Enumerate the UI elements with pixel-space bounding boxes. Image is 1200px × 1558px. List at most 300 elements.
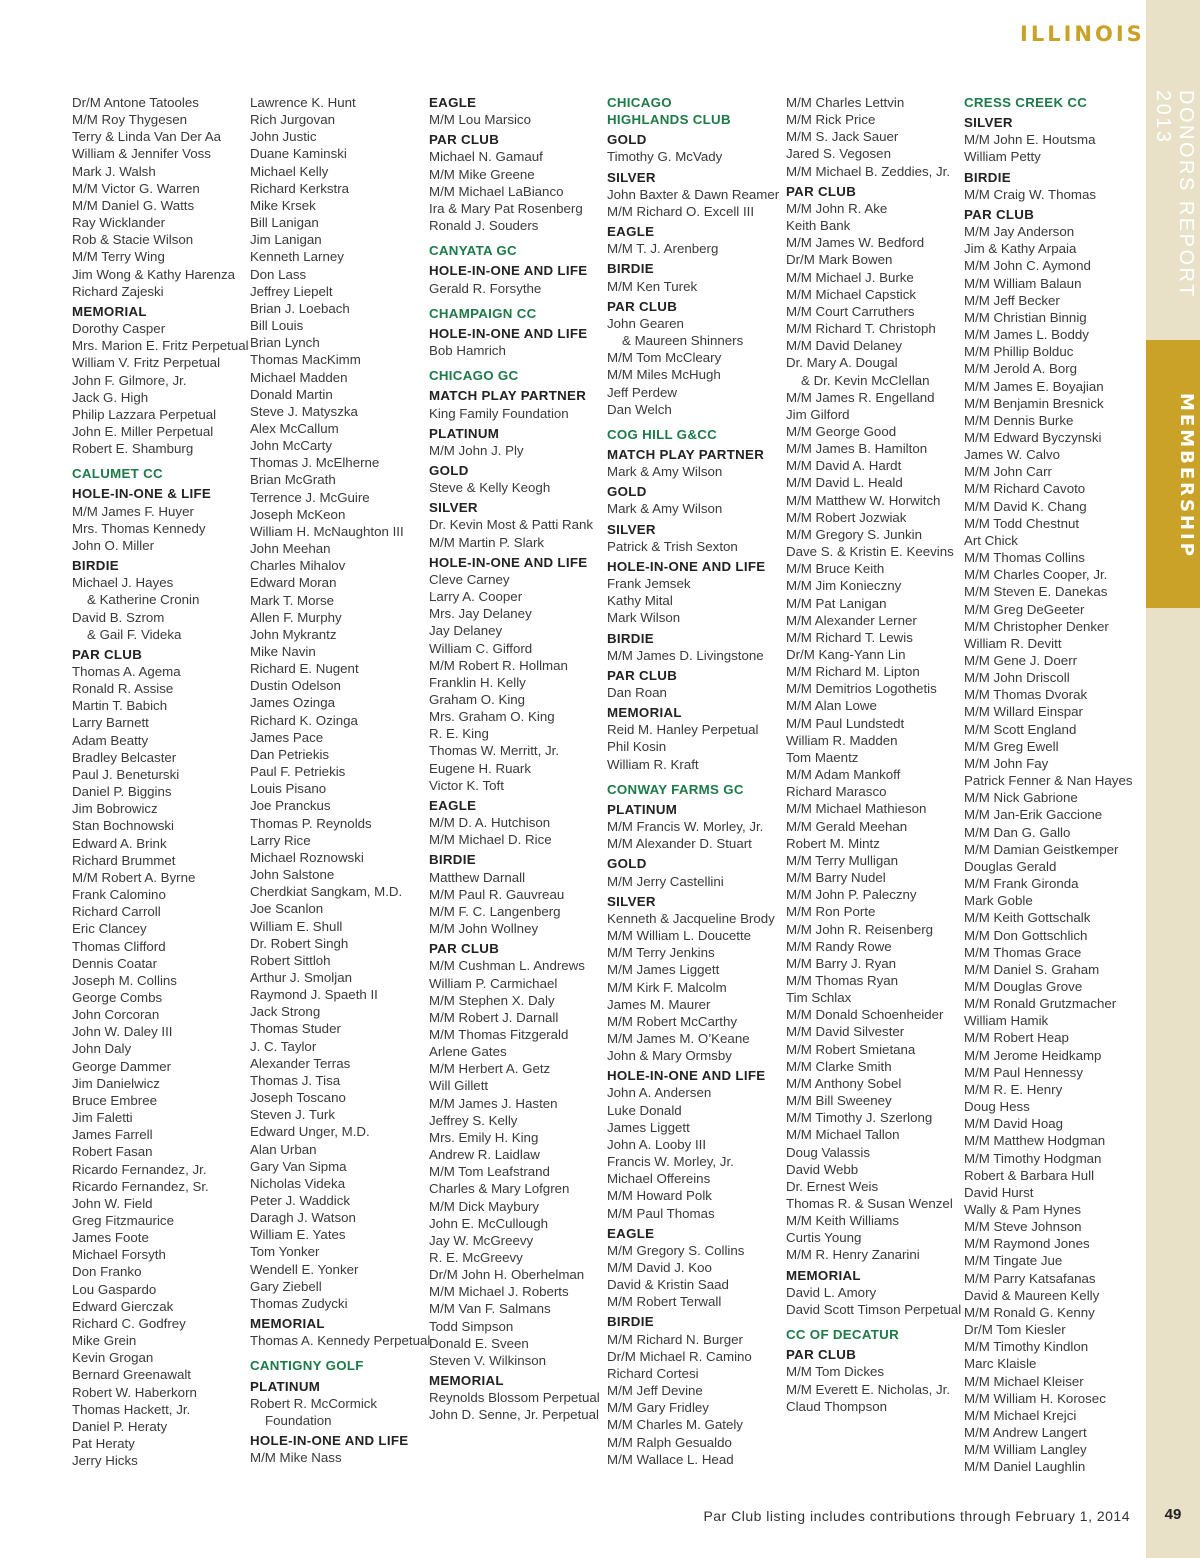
donor-name: M/M Francis W. Morley, Jr. <box>607 819 764 835</box>
donor-name: M/M Paul R. Gauvreau <box>429 886 565 902</box>
donor-name: M/M Daniel G. Watts <box>72 197 195 213</box>
level-heading: PLATINUM <box>607 801 678 817</box>
donor-name: John McCarty <box>250 438 333 454</box>
level-heading: BIRDIE <box>607 261 654 277</box>
donor-name: M/M Thomas Dvorak <box>964 687 1088 703</box>
donor-name: Edward A. Brink <box>72 835 167 851</box>
donor-name: Kevin Grogan <box>72 1350 154 1366</box>
donor-name-continued: & Gail F. Videka <box>87 626 182 642</box>
level-heading: BIRDIE <box>429 852 476 868</box>
donor-name: Mrs. Graham O. King <box>429 709 555 725</box>
donor-name: Graham O. King <box>429 692 526 707</box>
donor-name: M/M Douglas Grove <box>964 978 1083 994</box>
donor-name: Mrs. Emily H. King <box>429 1129 539 1145</box>
level-heading: SILVER <box>429 500 478 516</box>
donor-name: M/M Robert A. Byrne <box>72 869 196 885</box>
donor-name: Jack Strong <box>250 1004 321 1020</box>
level-heading: MEMORIAL <box>786 1267 861 1283</box>
donor-name: M/M John Fay <box>964 755 1049 771</box>
section-tab-label: MEMBERSHIP <box>1176 393 1197 559</box>
donor-name: William E. Yates <box>250 1227 346 1243</box>
donor-name: M/M Todd Chestnut <box>964 515 1080 531</box>
donor-name: M/M Donald Schoenheider <box>786 1007 944 1023</box>
donor-name: Charles Mihalov <box>250 558 346 574</box>
donor-name: M/M Scott England <box>964 721 1077 737</box>
donor-name: Andrew R. Laidlaw <box>429 1147 540 1163</box>
level-heading: SILVER <box>607 521 656 537</box>
donor-name: Frank Jemsek <box>607 576 691 592</box>
donor-name: Raymond J. Spaeth II <box>250 987 378 1003</box>
donor-name: Dr/M Michael R. Camino <box>607 1348 752 1364</box>
donor-name: Thomas Zudycki <box>250 1295 348 1311</box>
donor-name: Duane Kaminski <box>250 146 347 162</box>
donor-name: Alex McCallum <box>250 420 339 436</box>
donor-name: Dorothy Casper <box>72 321 166 337</box>
level-heading: BIRDIE <box>607 1314 654 1330</box>
donor-name: M/M Tom Dickes <box>786 1364 885 1380</box>
donor-name: M/M T. J. Arenberg <box>607 241 719 257</box>
donor-name: M/M Parry Katsafanas <box>964 1270 1096 1286</box>
donor-name: David & Kristin Saad <box>607 1277 729 1293</box>
donor-name: Joe Pranckus <box>250 798 331 814</box>
donor-name: M/M Jeff Devine <box>607 1383 703 1399</box>
donor-name: Mike Navin <box>250 644 316 659</box>
donor-name: M/M Robert R. Hollman <box>429 657 568 673</box>
donor-name: James M. Maurer <box>607 996 711 1012</box>
donor-name: M/M Thomas Fitzgerald <box>429 1026 569 1042</box>
donor-name: Arthur J. Smoljan <box>250 969 352 985</box>
donor-name: M/M Christopher Denker <box>964 618 1109 634</box>
donor-name: John Daly <box>72 1041 132 1057</box>
donor-name: James Foote <box>72 1230 149 1246</box>
donor-name: M/M Ken Turek <box>607 278 698 294</box>
donor-name: Francis W. Morley, Jr. <box>607 1154 734 1170</box>
donor-column-3 <box>429 94 607 1424</box>
donor-name: M/M Andrew Langert <box>964 1425 1087 1441</box>
donor-name: M/M Stephen X. Daly <box>429 992 555 1008</box>
donor-name: M/M Phillip Bolduc <box>964 344 1074 360</box>
donor-name: Victor K. Toft <box>429 777 504 793</box>
donor-name: Alexander Terras <box>250 1055 351 1071</box>
donor-name: Larry Rice <box>250 832 311 848</box>
donor-name: Michael Offereins <box>607 1171 711 1187</box>
donor-name: M/M Richard T. Christoph <box>786 321 936 337</box>
donor-name: M/M S. Jack Sauer <box>786 129 899 145</box>
donor-name: J. C. Taylor <box>250 1038 317 1054</box>
donor-name: M/M Gregory S. Junkin <box>786 526 922 542</box>
donor-name: Louis Pisano <box>250 781 327 797</box>
donor-name: Steven V. Wilkinson <box>429 1352 547 1368</box>
donor-name: Dustin Odelson <box>250 678 341 694</box>
donor-name: Daniel P. Biggins <box>72 784 172 800</box>
level-heading: MATCH PLAY PARTNER <box>429 388 587 404</box>
club-heading: COG HILL G&CC <box>607 426 718 442</box>
donor-name: Robert Sittloh <box>250 952 331 968</box>
donor-name: Dr/M Kang-Yann Lin <box>786 647 906 662</box>
donor-name: James Liggett <box>607 1119 690 1135</box>
donor-name: M/M Jerold A. Borg <box>964 361 1078 377</box>
donor-name: M/M Terry Jenkins <box>607 945 715 961</box>
donor-name: William P. Carmichael <box>429 975 558 991</box>
donor-name: M/M William Langley <box>964 1442 1087 1458</box>
donor-name: M/M David Delaney <box>786 338 903 354</box>
donor-name: M/M Everett E. Nicholas, Jr. <box>786 1381 951 1397</box>
donor-name: M/M Howard Polk <box>607 1188 712 1204</box>
donor-name: M/M Damian Geistkemper <box>964 841 1119 857</box>
donor-name: Allen F. Murphy <box>250 609 342 625</box>
donor-name: M/M Willard Einspar <box>964 704 1083 720</box>
donor-name: Michael N. Gamauf <box>429 149 543 165</box>
donor-name: M/M Terry Wing <box>72 249 165 265</box>
donor-name: Rob & Stacie Wilson <box>72 232 194 248</box>
donor-name: Mark T. Morse <box>250 592 334 608</box>
donor-name: Michael J. Hayes <box>72 575 174 591</box>
level-heading: HOLE-IN-ONE & LIFE <box>72 486 212 502</box>
donor-name: Ricardo Fernandez, Jr. <box>72 1161 207 1177</box>
donor-name: M/M John R. Ake <box>786 200 888 216</box>
donor-name: M/M David J. Koo <box>607 1260 712 1275</box>
donor-name: William Petty <box>964 149 1041 165</box>
donor-name: Jim Bobrowicz <box>72 801 158 817</box>
donor-name: Dan Roan <box>607 685 667 700</box>
donor-name: Doug Valassis <box>786 1144 871 1160</box>
donor-name: M/M Matthew Hodgman <box>964 1133 1106 1149</box>
donor-name: M/M Michael LaBianco <box>429 183 564 199</box>
donor-name: Jerry Hicks <box>72 1453 138 1469</box>
donor-name: John Baxter & Dawn Reamer <box>607 186 780 202</box>
donor-name: Thomas A. Kennedy Perpetual <box>250 1333 431 1349</box>
donor-name: Bill Louis <box>250 318 304 334</box>
donor-name: Curtis Young <box>786 1230 862 1246</box>
donor-name: William C. Gifford <box>429 640 533 656</box>
donor-name: John Meehan <box>250 541 331 557</box>
donor-name-continued: Foundation <box>265 1412 332 1428</box>
donor-name: M/M Alexander D. Stuart <box>607 836 752 852</box>
donor-name: M/M Benjamin Bresnick <box>964 395 1104 411</box>
donor-name: M/M Robert J. Darnall <box>429 1009 559 1025</box>
donor-name: Phil Kosin <box>607 739 667 755</box>
donor-name: M/M Steven E. Danekas <box>964 584 1108 600</box>
donor-name: Thomas J. Tisa <box>250 1072 341 1088</box>
donor-name: John A. Looby III <box>607 1136 707 1152</box>
donor-name: Michael Forsyth <box>72 1247 166 1263</box>
donor-name: M/M Ronald G. Kenny <box>964 1304 1095 1320</box>
donor-name: Richard Kerkstra <box>250 180 350 196</box>
donor-name: M/M Michael Tallon <box>786 1127 900 1143</box>
donor-name: M/M John R. Reisenberg <box>786 921 934 937</box>
donor-name: M/M Raymond Jones <box>964 1236 1090 1252</box>
level-heading: GOLD <box>607 484 647 500</box>
donor-name: Richard Zajeski <box>72 283 164 299</box>
donor-name: M/M David Hoag <box>964 1116 1064 1132</box>
donor-name: James Farrell <box>72 1127 153 1143</box>
donor-name: David Webb <box>786 1161 859 1177</box>
donor-name: M/M Adam Mankoff <box>786 767 901 783</box>
donor-name: Arlene Gates <box>429 1044 507 1060</box>
donor-name: M/M Charles Lettvin <box>786 95 905 110</box>
donor-name: M/M John Carr <box>964 464 1052 480</box>
donor-name: M/M John E. Houtsma <box>964 132 1096 148</box>
level-heading: MATCH PLAY PARTNER <box>607 446 765 462</box>
donor-name: Brian Lynch <box>250 335 320 351</box>
donor-name: Mrs. Marion E. Fritz Perpetual <box>72 338 249 354</box>
level-heading: MEMORIAL <box>72 303 147 319</box>
donor-name: M/M Greg Ewell <box>964 738 1059 754</box>
donor-name: M/M Dan G. Gallo <box>964 824 1071 840</box>
club-heading: CANTIGNY GOLF <box>250 1358 364 1374</box>
donor-name: John E. McCullough <box>429 1215 548 1231</box>
donor-name: M/M Dick Maybury <box>429 1198 540 1214</box>
donor-name: Ricardo Fernandez, Sr. <box>72 1178 209 1194</box>
donor-name: Jim Wong & Kathy Harenza <box>72 266 236 282</box>
donor-name: M/M Bill Sweeney <box>786 1093 892 1109</box>
donor-name: John E. Miller Perpetual <box>72 423 214 439</box>
donor-name: M/M Charles Cooper, Jr. <box>964 567 1108 583</box>
donor-name: Ronald J. Souders <box>429 218 539 234</box>
donor-name: Gary Van Sipma <box>250 1158 347 1174</box>
level-heading: HOLE-IN-ONE AND LIFE <box>429 554 588 570</box>
donor-name: M/M Craig W. Thomas <box>964 186 1097 202</box>
donor-name: Rich Jurgovan <box>250 112 335 128</box>
donor-name: M/M James L. Boddy <box>964 327 1089 343</box>
donor-name: Edward Moran <box>250 575 337 591</box>
donor-name: M/M James W. Bedford <box>786 235 925 251</box>
donor-name: M/M Keith Gottschalk <box>964 910 1091 926</box>
donor-name: M/M Timothy Hodgman <box>964 1150 1102 1166</box>
donor-name: M/M Gary Fridley <box>607 1400 709 1416</box>
donor-name: M/M Michael D. Rice <box>429 832 552 848</box>
donor-name: John Salstone <box>250 867 335 883</box>
level-heading: PAR CLUB <box>964 206 1035 222</box>
level-heading: HOLE-IN-ONE AND LIFE <box>607 1068 766 1084</box>
donor-name: Wendell E. Yonker <box>250 1261 359 1277</box>
donor-name: Kenneth & Jacqueline Brody <box>607 910 775 926</box>
donor-name: M/M David Silvester <box>786 1024 905 1040</box>
donor-name: M/M John P. Paleczny <box>786 887 917 903</box>
donor-name: Jim Gilford <box>786 406 850 422</box>
donor-name: M/M David K. Chang <box>964 498 1087 514</box>
donor-name: M/M John Wollney <box>429 921 539 937</box>
club-heading: CRESS CREEK CC <box>964 95 1088 110</box>
club-heading: CALUMET CC <box>72 466 163 482</box>
donor-name: Dave S. & Kristin E. Keevins <box>786 544 954 560</box>
donor-name: Lou Gaspardo <box>72 1281 157 1297</box>
donor-name-continued: & Dr. Kevin McClellan <box>801 372 930 388</box>
level-heading: EAGLE <box>607 224 655 240</box>
donor-name: Thomas W. Merritt, Jr. <box>429 743 560 759</box>
donor-name: M/M Tom McCleary <box>607 350 722 366</box>
donor-name: M/M Timothy J. Szerlong <box>786 1110 933 1126</box>
donor-name: M/M David L. Heald <box>786 475 903 491</box>
donor-name: Paul J. Beneturski <box>72 766 180 782</box>
donor-name: M/M Rick Price <box>786 112 876 128</box>
donor-name: Adam Beatty <box>72 732 149 748</box>
donor-name: M/M Dennis Burke <box>964 412 1074 428</box>
donor-name: Richard K. Ozinga <box>250 712 358 728</box>
donor-name: James Pace <box>250 729 324 745</box>
level-heading: GOLD <box>429 462 469 478</box>
donor-name: Brian McGrath <box>250 472 336 488</box>
donor-name: Robert M. Mintz <box>786 835 880 851</box>
donor-name: John Gearen <box>607 315 684 331</box>
donor-name: Charles & Mary Lofgren <box>429 1181 570 1197</box>
donor-name: M/M Herbert A. Getz <box>429 1061 551 1077</box>
donor-name: M/M John J. Ply <box>429 442 524 458</box>
donor-name: Kenneth Larney <box>250 249 344 265</box>
donor-name: Michael Madden <box>250 369 348 385</box>
donor-name: Edward Gierczak <box>72 1298 174 1314</box>
donor-name: Thomas R. & Susan Wenzel <box>786 1196 953 1211</box>
donor-name: M/M Ronald Grutzmacher <box>964 996 1117 1012</box>
donor-name: Robert E. Shamburg <box>72 441 194 457</box>
donor-name: Thomas Clifford <box>72 938 166 954</box>
donor-name: M/M James Liggett <box>607 962 720 978</box>
donor-name: M/M Richard O. Excell III <box>607 203 755 219</box>
donor-name: M/M Alan Lowe <box>786 698 877 714</box>
level-heading: GOLD <box>607 132 647 148</box>
level-heading: PAR CLUB <box>786 1347 857 1363</box>
donor-name: M/M Richard Cavoto <box>964 481 1086 497</box>
donor-name: William R. Madden <box>786 732 898 748</box>
donor-name: David L. Amory <box>786 1284 877 1300</box>
donor-name: Jay Delaney <box>429 623 503 639</box>
donor-name: M/M Jay Anderson <box>964 224 1075 240</box>
donor-name: Jim Lanigan <box>250 232 322 248</box>
donor-name: M/M John Driscoll <box>964 670 1070 686</box>
donor-name: Don Franko <box>72 1264 142 1280</box>
donor-name: M/M Paul Hennessy <box>964 1064 1083 1080</box>
level-heading: BIRDIE <box>72 558 119 574</box>
donor-name: M/M F. C. Langenberg <box>429 903 561 919</box>
page-number: 49 <box>1164 1506 1182 1523</box>
donor-name: Bradley Belcaster <box>72 749 177 765</box>
donor-name: M/M James F. Huyer <box>72 503 194 519</box>
donor-name: Jared S. Vegosen <box>786 146 891 162</box>
donor-name: M/M Mike Nass <box>250 1450 342 1466</box>
donor-name: M/M Richard N. Burger <box>607 1331 743 1347</box>
donor-name: M/M Christian Binnig <box>964 309 1087 325</box>
donor-name: Jim Faletti <box>72 1110 133 1126</box>
donor-name: Claud Thompson <box>786 1398 888 1414</box>
level-heading: PLATINUM <box>429 425 500 441</box>
donor-name: Mrs. Thomas Kennedy <box>72 520 206 536</box>
donor-name: Jack G. High <box>72 389 149 405</box>
donor-name: Martin T. Babich <box>72 698 168 714</box>
donor-name: Edward Unger, M.D. <box>250 1124 370 1140</box>
donor-name: Mark J. Walsh <box>72 163 156 179</box>
donor-name: Marc Klaisle <box>964 1356 1037 1372</box>
donor-name: Dr. Robert Singh <box>250 935 349 951</box>
level-heading: HOLE-IN-ONE AND LIFE <box>429 263 588 279</box>
donor-name: Don Lass <box>250 266 307 282</box>
donor-name: R. E. McGreevy <box>429 1250 523 1265</box>
donor-name: Cherdkiat Sangkam, M.D. <box>250 884 403 900</box>
donor-name: M/M Greg DeGeeter <box>964 601 1085 617</box>
donor-name: David B. Szrom <box>72 609 165 625</box>
donor-name: Jeffrey S. Kelly <box>429 1112 518 1128</box>
donor-name: Philip Lazzara Perpetual <box>72 406 217 422</box>
donor-name: M/M Timothy Kindlon <box>964 1339 1089 1355</box>
donor-name: Donald E. Sveen <box>429 1335 529 1351</box>
donor-name: David & Maureen Kelly <box>964 1287 1100 1303</box>
donor-name: Gary Ziebell <box>250 1278 322 1294</box>
donor-name: William & Jennifer Voss <box>72 146 211 162</box>
donor-name: Alan Urban <box>250 1141 317 1157</box>
donor-name: M/M John C. Aymond <box>964 258 1091 274</box>
donor-name: M/M Cushman L. Andrews <box>429 958 585 974</box>
donor-name: M/M Robert Jozwiak <box>786 509 907 525</box>
donor-name: Mark Goble <box>964 893 1033 909</box>
donor-name: Richard C. Godfrey <box>72 1315 186 1331</box>
club-heading: CC OF DECATUR <box>786 1327 899 1343</box>
donor-name: M/M Michael Kleiser <box>964 1373 1084 1389</box>
level-heading: PAR CLUB <box>429 132 500 148</box>
donor-name: M/M Gene J. Doerr <box>964 653 1078 668</box>
donor-name: M/M Court Carruthers <box>786 303 915 319</box>
level-heading: MEMORIAL <box>250 1316 325 1332</box>
donor-name: John W. Daley III <box>72 1024 173 1040</box>
donor-name: Richard Marasco <box>786 784 887 800</box>
donor-name: M/M Jerome Heidkamp <box>964 1047 1102 1063</box>
donor-name: M/M Edward Byczynski <box>964 429 1102 445</box>
donor-name: Joseph Toscano <box>250 1090 346 1106</box>
donor-name: Michael Roznowski <box>250 849 364 865</box>
donor-name: David Hurst <box>964 1184 1034 1200</box>
donor-name: John & Mary Ormsby <box>607 1048 732 1064</box>
donor-name: M/M William H. Korosec <box>964 1390 1106 1406</box>
donor-name: Dr/M Tom Kiesler <box>964 1322 1066 1338</box>
donor-name: Ray Wicklander <box>72 215 166 231</box>
donor-name: Lawrence K. Hunt <box>250 95 356 110</box>
donor-name: M/M Thomas Collins <box>964 550 1085 566</box>
donor-name: Art Chick <box>964 532 1018 548</box>
donor-name: M/M Robert Heap <box>964 1030 1069 1046</box>
donor-name: Patrick Fenner & Nan Hayes <box>964 773 1133 789</box>
club-heading: HIGHLANDS CLUB <box>607 112 731 128</box>
donor-name-continued: & Katherine Cronin <box>87 592 200 608</box>
donor-name: M/M James J. Hasten <box>429 1095 558 1111</box>
donor-name: John Mykrantz <box>250 626 337 642</box>
donor-name: Dr. Kevin Most & Patti Rank <box>429 517 594 533</box>
donor-name: Jim Danielwicz <box>72 1075 160 1091</box>
donor-name: Robert Fasan <box>72 1144 153 1160</box>
donor-name: Cleve Carney <box>429 571 510 587</box>
donor-name: Jeff Perdew <box>607 384 677 400</box>
donor-name: Keith Bank <box>786 218 851 234</box>
club-heading: CHICAGO GC <box>429 368 519 384</box>
donor-name: M/M Roy Thygesen <box>72 112 188 128</box>
donor-name: Thomas A. Agema <box>72 664 181 679</box>
donor-name: M/M Mike Greene <box>429 166 535 182</box>
donor-name: M/M Jim Konieczny <box>786 578 902 594</box>
donor-name: William R. Devitt <box>964 635 1062 651</box>
donor-name: R. E. King <box>429 726 489 742</box>
donor-name: John Corcoran <box>72 1007 160 1023</box>
donor-name: Larry Barnett <box>72 715 149 731</box>
club-heading: CHICAGO <box>607 95 672 110</box>
donor-name: William R. Kraft <box>607 756 699 772</box>
donor-name: Ira & Mary Pat Rosenberg <box>429 200 583 216</box>
donor-name: M/M Lou Marsico <box>429 112 531 128</box>
donor-name: Reynolds Blossom Perpetual <box>429 1390 600 1406</box>
donor-name: M/M Matthew W. Horwitch <box>786 492 941 508</box>
level-heading: MEMORIAL <box>607 705 682 721</box>
donor-name: Todd Simpson <box>429 1318 514 1334</box>
donor-name: M/M James R. Engelland <box>786 389 935 405</box>
donor-name: Bill Lanigan <box>250 215 319 231</box>
donor-name: James Ozinga <box>250 695 335 711</box>
donor-name: M/M James E. Boyajian <box>964 378 1104 394</box>
